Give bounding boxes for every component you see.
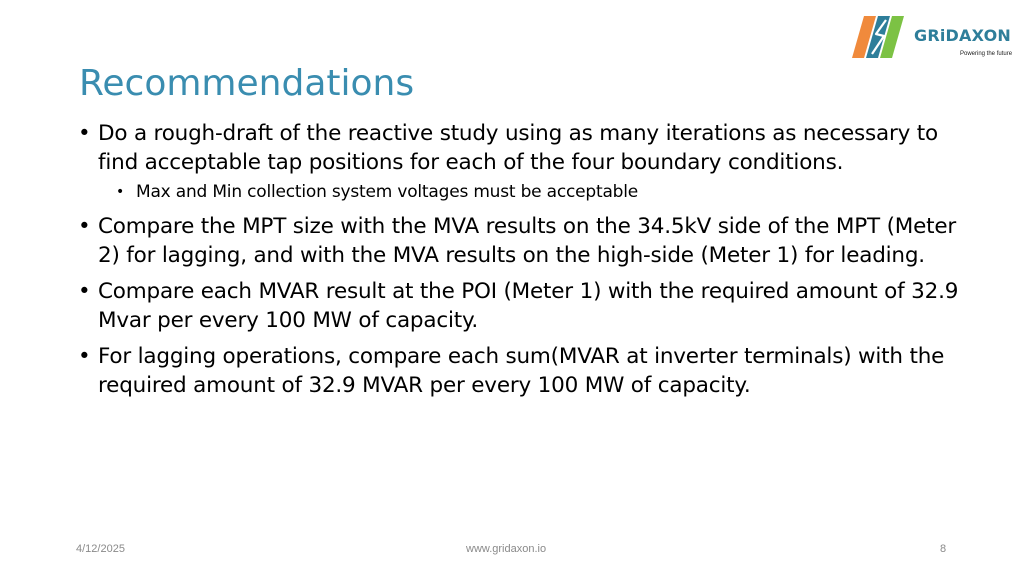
bullet-dot-icon: • bbox=[78, 344, 91, 369]
gridaxon-logo-icon bbox=[852, 12, 914, 62]
gridaxon-logo bbox=[852, 12, 1018, 64]
bullet-item bbox=[76, 119, 976, 177]
bullet-text: Compare the MPT size with the MVA results on the 34.5kV side of the MPT (Meter 2) for lagging, and with the MVA results on the high-side (Meter 1) for leading. bbox=[98, 214, 957, 268]
sub-bullet-dot-icon: • bbox=[116, 184, 125, 200]
bullet-item bbox=[76, 212, 976, 270]
sub-bullet-text: Max and Min collection system voltages must be acceptable bbox=[136, 182, 639, 202]
sub-bullet-item bbox=[76, 180, 976, 204]
footer-page-number: 8 bbox=[940, 543, 947, 555]
bullet-text: For lagging operations, compare each sum(MVAR at inverter terminals) with the required amount of 32.9 MVAR per every 100 MW of capacity. bbox=[98, 344, 945, 398]
logo-wordmark: GRiDAXON bbox=[914, 26, 1011, 45]
bullet-item bbox=[76, 342, 976, 400]
footer-url[interactable]: www.gridaxon.io bbox=[466, 543, 547, 555]
bullet-dot-icon: • bbox=[78, 121, 91, 146]
bullet-text: Compare each MVAR result at the POI (Meter 1) with the required amount of 32.9 Mvar per every 100 MW of capacity. bbox=[98, 279, 959, 333]
logo-tagline: Powering the future bbox=[960, 51, 1013, 57]
bullet-item bbox=[76, 277, 976, 335]
bullet-dot-icon: • bbox=[78, 279, 91, 304]
footer-date: 4/12/2025 bbox=[76, 543, 125, 555]
bullet-list bbox=[76, 119, 976, 407]
bullet-dot-icon: • bbox=[78, 214, 91, 239]
slide-title: Recommendations bbox=[79, 63, 415, 104]
bullet-text: Do a rough-draft of the reactive study using as many iterations as necessary to find acceptable tap positions for each of the four boundary conditions. bbox=[98, 121, 938, 175]
